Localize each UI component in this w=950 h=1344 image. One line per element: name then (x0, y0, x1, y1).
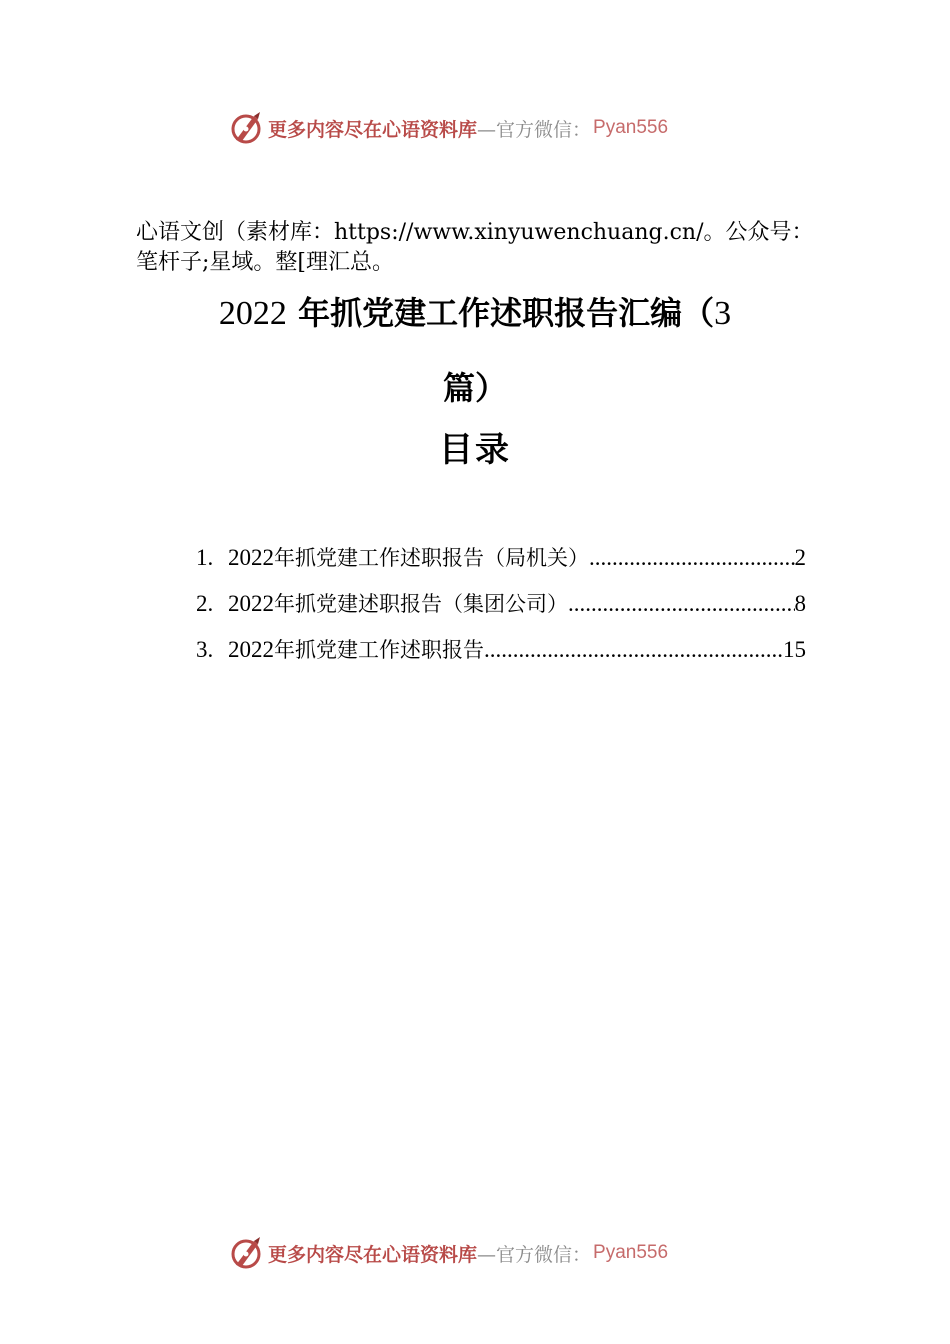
toc-item-title-text: 年抓党建述职报告（集团公司） (274, 592, 568, 616)
footer-banner (228, 1233, 668, 1273)
table-of-contents (196, 542, 806, 680)
toc-item-year: 2022 (228, 591, 274, 616)
toc-item-page: 15 (783, 637, 806, 662)
title-end: 篇） (442, 369, 507, 407)
document-title (130, 276, 820, 425)
banner-main-text: 更多内容尽在心语资料库 (268, 118, 478, 141)
toc-item-title (228, 634, 484, 664)
toc-item-number: 3. (196, 637, 214, 662)
toc-item[interactable] (196, 542, 806, 588)
toc-leader-dots (484, 637, 783, 663)
toc-item-title-text: 年抓党建工作述职报告 (274, 638, 484, 662)
toc-item[interactable] (196, 588, 806, 634)
toc-leader-dots (568, 591, 795, 617)
banner-wechat-id: Pyan556 (593, 1242, 669, 1263)
toc-leader-dots (589, 545, 795, 571)
toc-item-title (228, 542, 589, 572)
quill-pen-logo-icon (228, 1235, 264, 1271)
title-text: 年抓党建工作述职报告汇编（ (298, 294, 715, 332)
toc-item-title (228, 588, 568, 618)
banner-separator-text: —官方微信： (477, 118, 592, 141)
toc-item-year: 2022 (228, 545, 274, 570)
header-banner (228, 108, 668, 148)
banner-main-text: 更多内容尽在心语资料库 (268, 1243, 478, 1266)
toc-item-number: 2. (196, 591, 214, 616)
toc-item-title-text: 年抓党建工作述职报告（局机关） (274, 546, 589, 570)
quill-pen-logo-icon (228, 110, 264, 146)
toc-item[interactable] (196, 634, 806, 680)
banner-separator-text: —官方微信： (477, 1243, 592, 1266)
toc-item-page: 8 (794, 591, 806, 616)
intro-paragraph: 心语文创（素材库：https://www.xinyuwenchuang.cn/。公众号：笔杆子;星域。整[理汇总。 (136, 220, 814, 275)
toc-item-number: 1. (196, 545, 214, 570)
toc-item-year: 2022 (228, 637, 274, 662)
toc-heading: 目录 (439, 430, 511, 470)
toc-item-page: 2 (794, 545, 806, 570)
title-count: 3 (714, 295, 732, 332)
title-year: 2022 (218, 295, 287, 332)
banner-wechat-id: Pyan556 (593, 117, 669, 138)
